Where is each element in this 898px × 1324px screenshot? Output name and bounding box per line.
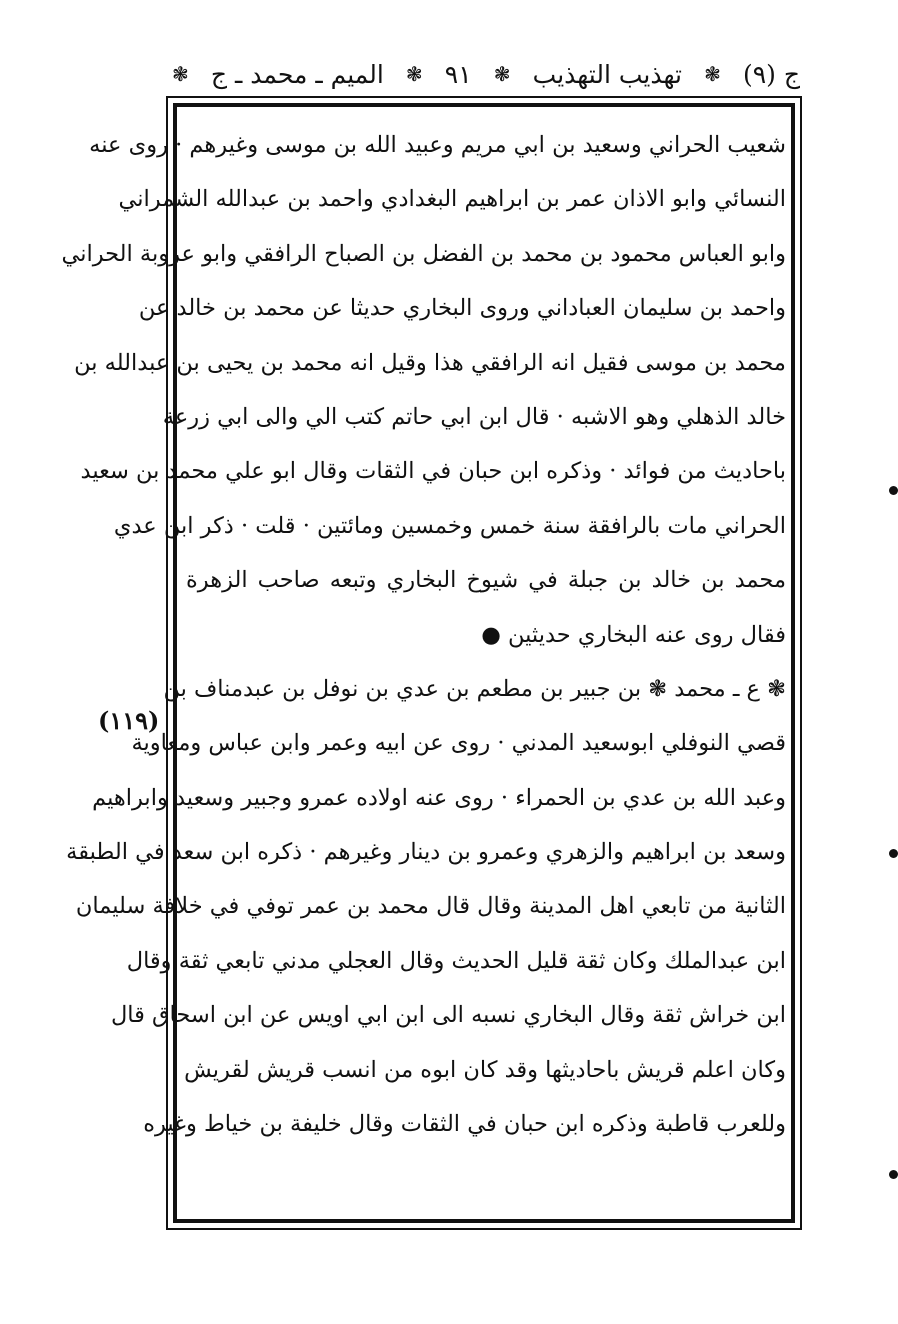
entry-number: (١١٩)	[98, 706, 160, 735]
text-line: شعيب الحراني وسعيد بن ابي مريم وعبيد الله بن موسى وغيرهم · روى عنه	[89, 132, 786, 158]
text-line: وابو العباس محمود بن محمد بن الفضل بن الصباح الرافقي وابو عروبة الحراني	[61, 240, 786, 267]
header-ornament-icon: ❃	[704, 62, 721, 86]
text-line: محمد بن خالد بن جبلة في شيوخ البخاري وتبعه صاحب الزهرة	[186, 567, 786, 594]
text-line: ابن خراش ثقة وقال البخاري نسبه الى ابن ابي اويس عن ابن اسحاق قال	[110, 1002, 786, 1029]
text-line: محمد بن موسى فقيل انه الرافقي هذا وقيل انه محمد بن يحيى بن عبدالله بن	[74, 349, 786, 376]
margin-dot-icon	[889, 849, 898, 858]
header-page-number: ٩١	[444, 59, 472, 89]
text-line: وللعرب قاطبة وذكره ابن حبان في الثقات وقال خليفة بن خياط وغيره	[143, 1111, 786, 1138]
text-line: واحمد بن سليمان العباداني وروى البخاري حديثا عن محمد بن خالد عن	[138, 295, 786, 322]
text-line: وعبد الله بن عدي بن الحمراء · روى عنه اولاده عمرو وجبير وسعيد وابراهيم	[92, 784, 786, 811]
header-ornament-icon: ❃	[405, 62, 423, 86]
text-line: الحراني مات بالرافقة سنة خمس وخمسين ومائتين · قلت · ذكر ابن عدي	[113, 512, 786, 539]
text-line: خالد الذهلي وهو الاشبه · قال ابن ابي حاتم كتب الي والى ابي زرعة	[162, 403, 786, 430]
header-volume: ج (٩)	[742, 59, 800, 89]
entry-heading-line: ❃ ع ـ محمد ❃ بن جبير بن مطعم بن عدي بن نوفل بن عبدمناف بن	[163, 675, 786, 702]
text-line: ابن عبدالملك وكان ثقة قليل الحديث وقال العجلي مدني تابعي ثقة وقال	[126, 947, 786, 974]
margin-dot-icon	[889, 486, 898, 495]
text-line: باحاديث من فوائد · وذكره ابن حبان في الثقات وقال ابو علي محمد بن سعيد	[80, 458, 786, 485]
margin-dot-icon	[889, 1170, 898, 1179]
header-book-title: تهذيب التهذيب	[532, 59, 682, 89]
text-line: قصي النوفلي ابوسعيد المدني · روى عن ابيه وعمر وابن عباس ومعاوية	[131, 730, 786, 757]
text-line: الثانية من تابعي اهل المدينة وقال قال محمد بن عمر توفي في خلافة سليمان	[75, 893, 786, 920]
text-line: وكان اعلم قريش باحاديثها وقد كان ابوه من انسب قريش لقريش	[184, 1056, 786, 1083]
text-line: النسائي وابو الاذان عمر بن ابراهيم البغدادي واحمد بن عبدالله الشمراني	[118, 186, 786, 213]
header-ornament-icon: ❃	[493, 62, 511, 86]
text-line: فقال روى عنه البخاري حديثين ●	[481, 621, 786, 648]
header-section: الميم ـ محمد ـ ج	[210, 59, 384, 89]
text-line: وسعد بن ابراهيم والزهري وعمرو بن دينار وغيرهم · ذكره ابن سعد في الطبقة	[66, 839, 786, 866]
running-header	[168, 56, 800, 92]
header-ornament-icon: ❃	[172, 62, 189, 86]
